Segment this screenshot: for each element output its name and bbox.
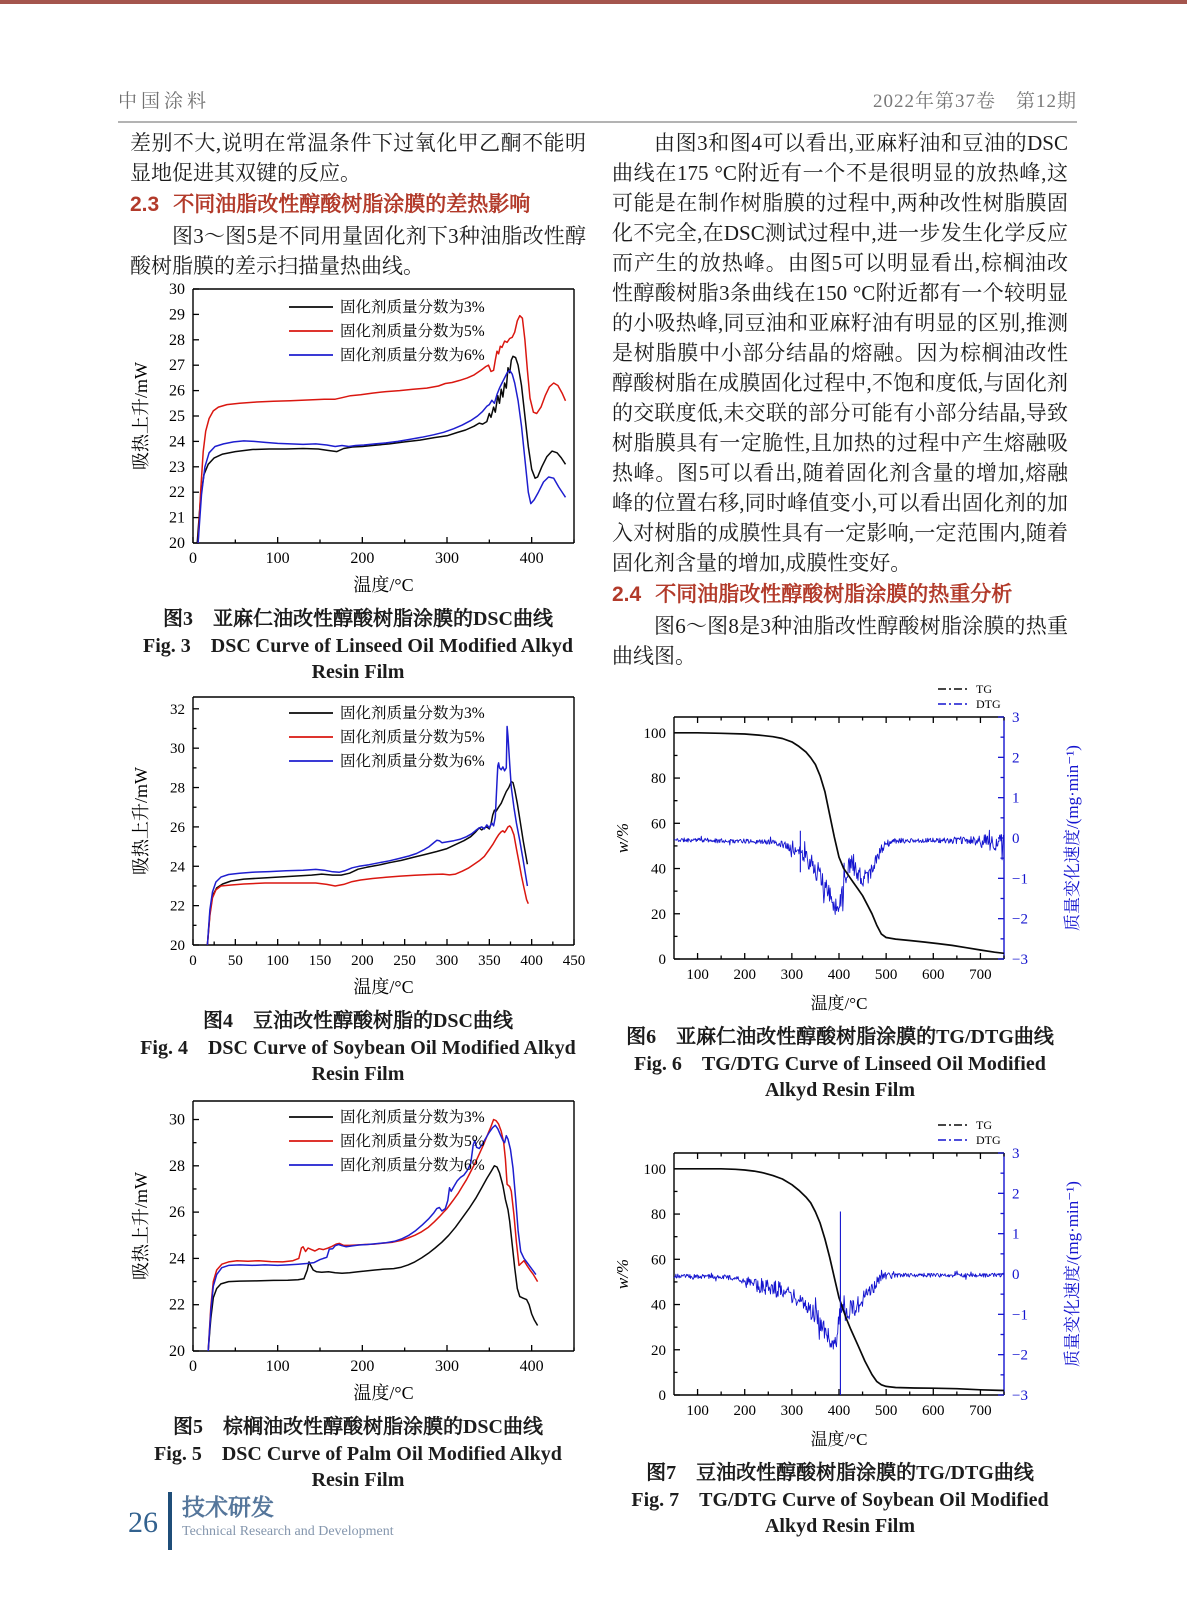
figure-7 xyxy=(612,1107,1082,1539)
section-number: 2.3 xyxy=(130,193,160,216)
svg-text:60: 60 xyxy=(651,1252,666,1269)
section-title: 不同油脂改性醇酸树脂涂膜的差热影响 xyxy=(173,193,531,216)
fig3-dsc-chart xyxy=(131,281,586,604)
paragraph: 图6～图8是3种油脂改性醇酸树脂涂膜的热重曲线图。 xyxy=(612,614,1068,668)
fig4-caption-en: Fig. 4 DSC Curve of Soybean Oil Modified Alkyd Resin Film xyxy=(140,1037,576,1085)
svg-text:固化剂质量分数为5%: 固化剂质量分数为5% xyxy=(339,1133,485,1150)
svg-text:−1: −1 xyxy=(1012,1307,1028,1324)
svg-text:600: 600 xyxy=(922,967,945,983)
svg-text:−3: −3 xyxy=(1012,952,1028,968)
page-top-edge xyxy=(0,0,1187,4)
svg-text:2: 2 xyxy=(1012,750,1020,767)
svg-text:250: 250 xyxy=(392,953,416,969)
svg-text:−3: −3 xyxy=(1012,1388,1028,1404)
fig6-tg-dtg-chart xyxy=(612,671,1090,1022)
svg-text:23: 23 xyxy=(168,458,185,476)
svg-text:60: 60 xyxy=(651,816,666,833)
section-heading-2-3 xyxy=(130,189,586,220)
page-number: 26 xyxy=(128,1506,158,1539)
svg-text:400: 400 xyxy=(519,953,543,969)
svg-text:26: 26 xyxy=(169,819,185,836)
svg-text:0: 0 xyxy=(188,1358,197,1375)
svg-text:300: 300 xyxy=(780,967,804,983)
figure-6 xyxy=(612,671,1082,1103)
svg-text:20: 20 xyxy=(169,938,185,954)
svg-text:吸热上升/mW: 吸热上升/mW xyxy=(130,362,151,470)
svg-text:固化剂质量分数为3%: 固化剂质量分数为3% xyxy=(339,299,485,316)
page-header xyxy=(118,86,1077,123)
svg-text:20: 20 xyxy=(651,906,666,923)
svg-text:0: 0 xyxy=(1012,1267,1020,1283)
journal-name: 中国涂料 xyxy=(118,91,211,112)
svg-text:温度/°C: 温度/°C xyxy=(352,575,414,595)
svg-text:30: 30 xyxy=(169,741,185,758)
svg-text:29: 29 xyxy=(168,306,185,324)
svg-text:40: 40 xyxy=(651,861,666,878)
svg-text:450: 450 xyxy=(562,953,585,969)
svg-text:22: 22 xyxy=(168,484,185,502)
svg-text:吸热上升/mW: 吸热上升/mW xyxy=(130,1172,151,1280)
fig3-caption-cn: 图3 亚麻仁油改性醇酸树脂涂膜的DSC曲线 xyxy=(162,608,553,630)
svg-text:3: 3 xyxy=(1012,710,1020,726)
svg-text:40: 40 xyxy=(651,1297,666,1314)
svg-text:30: 30 xyxy=(168,281,185,298)
svg-text:600: 600 xyxy=(922,1403,945,1419)
svg-text:350: 350 xyxy=(477,953,501,969)
svg-text:300: 300 xyxy=(434,550,459,567)
fig4-dsc-chart xyxy=(131,689,586,1006)
footer-section-cn: 技术研发 xyxy=(182,1494,274,1520)
section-number: 2.4 xyxy=(612,583,642,606)
svg-text:500: 500 xyxy=(874,1403,898,1419)
svg-text:质量变化速度/(mg·min⁻¹): 质量变化速度/(mg·min⁻¹) xyxy=(1063,745,1082,931)
svg-text:100: 100 xyxy=(686,1403,709,1419)
fig6-caption-en: Fig. 6 TG/DTG Curve of Linseed Oil Modified Alkyd Resin Film xyxy=(634,1053,1046,1101)
svg-text:200: 200 xyxy=(349,1358,374,1375)
svg-text:固化剂质量分数为6%: 固化剂质量分数为6% xyxy=(339,1157,485,1174)
right-column xyxy=(612,128,1082,1543)
svg-text:固化剂质量分数为6%: 固化剂质量分数为6% xyxy=(339,347,485,364)
svg-text:30: 30 xyxy=(168,1111,185,1129)
svg-text:500: 500 xyxy=(874,967,898,983)
left-column xyxy=(130,128,586,1543)
fig6-caption-cn: 图6 亚麻仁油改性醇酸树脂涂膜的TG/DTG曲线 xyxy=(626,1026,1054,1048)
svg-text:温度/°C: 温度/°C xyxy=(810,994,868,1013)
svg-text:吸热上升/mW: 吸热上升/mW xyxy=(130,767,151,875)
figure-4 xyxy=(130,689,586,1087)
svg-text:50: 50 xyxy=(227,953,243,969)
svg-text:−2: −2 xyxy=(1012,911,1028,928)
svg-text:400: 400 xyxy=(519,1358,544,1375)
svg-text:22: 22 xyxy=(168,1296,185,1314)
svg-text:w/%: w/% xyxy=(613,1258,632,1290)
svg-text:200: 200 xyxy=(350,953,374,969)
svg-text:1: 1 xyxy=(1012,790,1020,807)
svg-text:24: 24 xyxy=(168,1250,185,1268)
svg-text:100: 100 xyxy=(265,550,290,567)
svg-text:400: 400 xyxy=(827,1403,851,1419)
svg-text:DTG: DTG xyxy=(976,1133,1001,1147)
svg-text:0: 0 xyxy=(188,550,197,567)
svg-text:24: 24 xyxy=(168,433,185,451)
page-footer xyxy=(128,1492,394,1550)
svg-text:300: 300 xyxy=(434,1358,459,1375)
svg-text:TG: TG xyxy=(976,1118,992,1132)
svg-text:固化剂质量分数为3%: 固化剂质量分数为3% xyxy=(339,1109,485,1126)
footer-divider-bar xyxy=(168,1492,172,1550)
svg-text:200: 200 xyxy=(733,1403,756,1419)
svg-text:22: 22 xyxy=(169,898,185,915)
svg-text:150: 150 xyxy=(308,953,331,969)
svg-text:80: 80 xyxy=(651,1207,666,1224)
svg-text:质量变化速度/(mg·min⁻¹): 质量变化速度/(mg·min⁻¹) xyxy=(1063,1181,1082,1367)
header-divider xyxy=(118,121,1077,123)
svg-text:−1: −1 xyxy=(1012,871,1028,888)
svg-text:−2: −2 xyxy=(1012,1347,1028,1364)
svg-text:固化剂质量分数为3%: 固化剂质量分数为3% xyxy=(339,705,485,722)
svg-text:21: 21 xyxy=(168,509,185,527)
svg-text:温度/°C: 温度/°C xyxy=(810,1430,868,1449)
svg-text:300: 300 xyxy=(435,953,458,969)
fig5-caption-cn: 图5 棕榈油改性醇酸树脂涂膜的DSC曲线 xyxy=(172,1416,543,1438)
figure-3 xyxy=(130,281,586,685)
svg-text:20: 20 xyxy=(651,1342,666,1359)
svg-text:0: 0 xyxy=(188,953,197,969)
svg-text:固化剂质量分数为6%: 固化剂质量分数为6% xyxy=(339,753,485,770)
paragraph: 图3～图5是不同用量固化剂下3种油脂改性醇酸树脂膜的差示扫描量热曲线。 xyxy=(130,224,586,278)
svg-text:2: 2 xyxy=(1012,1186,1020,1203)
paragraph: 差别不大,说明在常温条件下过氧化甲乙酮不能明显地促进其双键的反应。 xyxy=(130,131,586,185)
svg-text:0: 0 xyxy=(1012,831,1020,847)
svg-text:28: 28 xyxy=(169,780,185,797)
svg-text:24: 24 xyxy=(169,859,185,876)
svg-text:400: 400 xyxy=(827,967,851,983)
svg-text:100: 100 xyxy=(643,1161,666,1178)
svg-text:0: 0 xyxy=(658,1388,666,1404)
svg-text:温度/°C: 温度/°C xyxy=(352,977,414,997)
paragraph: 由图3和图4可以看出,亚麻籽油和豆油的DSC曲线在175 °C附近有一个不是很明显的放热峰,这可能是在制作树脂膜的过程中,两种改性树脂膜固化不完全,在DSC测试过程中,进一步发生化学反应而产生的放热峰。由图5可以明显看出,棕榈油改性醇酸树脂3条曲线在150 °C附近都有一个较明显的小吸热峰,同豆油和亚麻籽油有明显的区别,推测是树脂膜中小部分结晶的熔融。因为棕榈油改性醇酸树脂在成膜固化过程中,不饱和度低,与固化剂的交联度低,未交联的部分可能有小部分结晶,导致树脂膜具有一定脆性,且加热的过程中产生熔融吸热峰。图5可以看出,随着固化剂含量的增加,熔融峰的位置右移,同时峰值变小,可以看出固化剂的加入对树脂的成膜性具有一定影响,一定范围内,随着固化剂含量的增加,成膜性变好。 xyxy=(612,131,1068,575)
two-column-body xyxy=(130,128,1082,1543)
svg-text:3: 3 xyxy=(1012,1146,1020,1162)
fig7-tg-dtg-chart xyxy=(612,1107,1090,1458)
svg-text:固化剂质量分数为5%: 固化剂质量分数为5% xyxy=(339,729,485,746)
fig7-caption-en: Fig. 7 TG/DTG Curve of Soybean Oil Modified Alkyd Resin Film xyxy=(631,1489,1049,1537)
fig3-caption-en: Fig. 3 DSC Curve of Linseed Oil Modified Alkyd Resin Film xyxy=(142,635,574,683)
svg-text:1: 1 xyxy=(1012,1226,1020,1243)
fig7-caption-cn: 图7 豆油改性醇酸树脂涂膜的TG/DTG曲线 xyxy=(646,1462,1034,1484)
svg-text:26: 26 xyxy=(168,1204,185,1222)
svg-text:32: 32 xyxy=(169,701,185,718)
footer-section xyxy=(182,1492,394,1542)
svg-text:固化剂质量分数为5%: 固化剂质量分数为5% xyxy=(339,323,485,340)
footer-section-en: Technical Research and Development xyxy=(182,1524,394,1539)
svg-text:200: 200 xyxy=(349,550,374,567)
svg-text:温度/°C: 温度/°C xyxy=(352,1383,414,1403)
svg-text:20: 20 xyxy=(168,1343,185,1360)
fig5-caption-en: Fig. 5 DSC Curve of Palm Oil Modified Alkyd Resin Film xyxy=(154,1443,562,1491)
section-title: 不同油脂改性醇酸树脂涂膜的热重分析 xyxy=(655,583,1013,606)
svg-text:27: 27 xyxy=(168,357,185,375)
svg-text:700: 700 xyxy=(969,1403,992,1419)
svg-text:200: 200 xyxy=(733,967,756,983)
svg-text:300: 300 xyxy=(780,1403,804,1419)
svg-text:80: 80 xyxy=(651,771,666,788)
svg-text:w/%: w/% xyxy=(613,822,632,854)
fig5-dsc-chart xyxy=(131,1091,586,1412)
svg-text:TG: TG xyxy=(976,682,992,696)
svg-text:28: 28 xyxy=(168,331,185,349)
svg-text:100: 100 xyxy=(265,953,289,969)
svg-text:700: 700 xyxy=(969,967,992,983)
issue-info: 2022年第37卷 第12期 xyxy=(872,91,1077,112)
svg-text:100: 100 xyxy=(686,967,709,983)
fig4-caption-cn: 图4 豆油改性醇酸树脂的DSC曲线 xyxy=(202,1010,513,1032)
svg-text:400: 400 xyxy=(519,550,544,567)
section-heading-2-4 xyxy=(612,579,1068,610)
svg-text:20: 20 xyxy=(168,535,185,552)
svg-text:100: 100 xyxy=(265,1358,290,1375)
svg-text:28: 28 xyxy=(168,1157,185,1175)
svg-text:0: 0 xyxy=(658,952,666,968)
svg-text:DTG: DTG xyxy=(976,697,1001,711)
svg-text:25: 25 xyxy=(168,408,185,425)
svg-text:100: 100 xyxy=(643,725,666,742)
svg-text:26: 26 xyxy=(168,382,185,400)
figure-5 xyxy=(130,1091,586,1493)
